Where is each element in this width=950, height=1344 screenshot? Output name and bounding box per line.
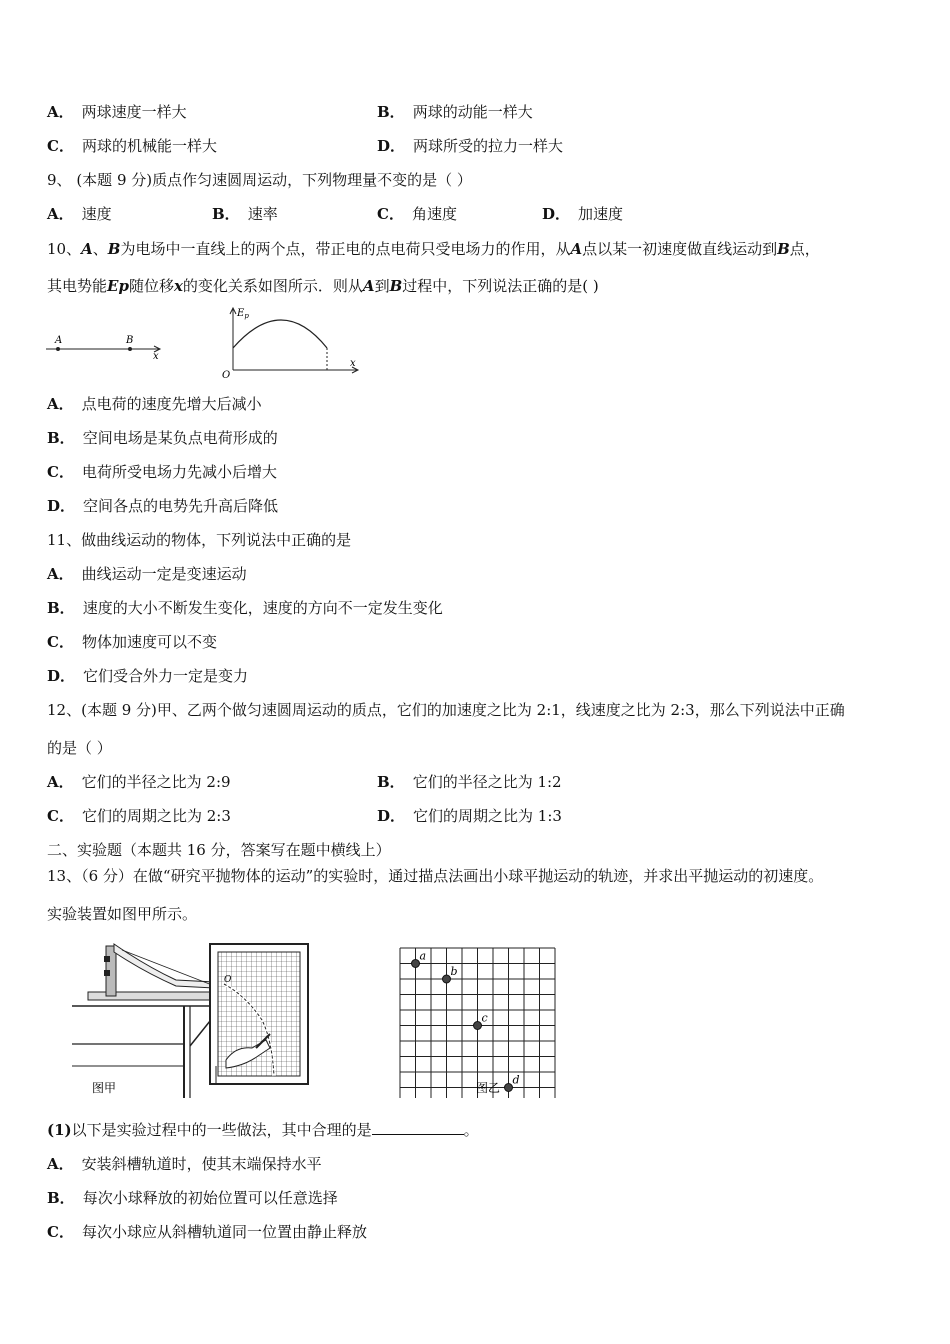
option-label: D． [377, 807, 406, 825]
point-d [505, 1084, 513, 1092]
question-number: 11、 [47, 531, 82, 549]
figure-jia [66, 936, 326, 1098]
option-label: A． [47, 773, 74, 791]
grid [400, 948, 555, 1098]
q10-option-a[interactable] [47, 394, 262, 414]
question-text: 为电场中一直线上的两个点，带正电的点电荷只受电场力的作用，从 [120, 240, 571, 258]
q12-option-b[interactable] [377, 772, 562, 792]
q10-option-b[interactable] [47, 428, 278, 448]
question-text: 点， [789, 240, 820, 258]
option-text: 它们的周期之比为 1:3 [413, 807, 562, 825]
point-a-label: A [570, 240, 583, 258]
x-symbol: x [173, 277, 183, 295]
x-axis-label: x [153, 351, 159, 362]
q13-sub1 [47, 1120, 479, 1140]
option-text: 两球所受的拉力一样大 [413, 137, 564, 155]
question-number: 10、 [47, 240, 82, 258]
q10-option-d[interactable] [47, 496, 278, 516]
point-c [474, 1022, 482, 1030]
q13-option-c[interactable] [47, 1222, 367, 1242]
option-text: 电荷所受电场力先减小后增大 [81, 463, 277, 481]
punctuation: 。 [463, 1121, 479, 1139]
point-a [56, 347, 60, 351]
q10-stem-line2 [47, 276, 599, 296]
option-text: 它们受合外力一定是变力 [83, 667, 249, 685]
question-text: 的变化关系如图所示．则从 [182, 277, 363, 295]
figure-caption: 图乙 [476, 1081, 501, 1095]
q10-figure [40, 304, 370, 384]
option-text: 曲线运动一定是变速运动 [81, 565, 247, 583]
x-axis-label: x [350, 358, 356, 369]
option-text: 它们的半径之比为 2:9 [81, 773, 231, 791]
point-label-d: d [512, 1073, 520, 1087]
option-label: B． [47, 599, 75, 617]
section-heading: 二、实验题（本题共 16 分，答案写在题中横线上） [47, 841, 391, 859]
ep-subscript: p [244, 312, 249, 320]
option-text: 速度 [81, 205, 112, 223]
q13-stem-line1 [47, 866, 823, 886]
question-text: 以下是实验过程中的一些做法，其中合理的是 [71, 1121, 372, 1139]
q8-option-d[interactable] [377, 136, 563, 156]
q9-option-d[interactable] [542, 204, 623, 224]
origin-label: O [222, 370, 231, 381]
figure-caption: 图甲 [92, 1081, 117, 1095]
option-text: 它们的半径之比为 1:2 [412, 773, 562, 791]
q11-option-d[interactable] [47, 666, 248, 686]
q11-stem [47, 530, 351, 550]
q9-stem [47, 170, 472, 190]
option-label: C． [47, 463, 74, 481]
q12-option-c[interactable] [47, 806, 231, 826]
option-text: 加速度 [578, 205, 624, 223]
question-text: (本题 9 分)质点作匀速圆周运动，下列物理量不变的是（ ） [76, 171, 472, 189]
point-label-a: a [419, 949, 427, 963]
q9-option-c[interactable] [377, 204, 457, 224]
question-text: (本题 9 分)甲、乙两个做匀速圆周运动的质点，它们的加速度之比为 2:1，线速度之比为 2:3，那么下列说法中正确 [81, 701, 845, 719]
option-label: B． [377, 103, 405, 121]
point-b [443, 975, 451, 983]
sub-number: (1) [47, 1121, 72, 1139]
question-text: 其电势能 [47, 277, 108, 295]
question-text: （6 分）在做“研究平抛物体的运动”的实验时，通过描点法画出小球平抛运动的轨迹，并求出平抛运动的初速度。 [81, 867, 824, 885]
separator: 、 [92, 240, 108, 258]
option-text: 两球速度一样大 [81, 103, 187, 121]
option-label: A． [47, 395, 74, 413]
option-label: B． [47, 1189, 75, 1207]
point-a-label: A [81, 240, 93, 258]
ep-x-graph [222, 308, 358, 381]
question-text: 的是（ ） [47, 739, 112, 757]
question-text: 随位移 [128, 277, 174, 295]
point-b-label: B [389, 277, 403, 295]
question-number: 12、 [47, 701, 82, 719]
q8-option-b[interactable] [377, 102, 533, 122]
q13-option-b[interactable] [47, 1188, 338, 1208]
option-text: 点电荷的速度先增大后减小 [81, 395, 262, 413]
question-text: 到 [374, 277, 390, 295]
q9-option-a[interactable] [47, 204, 112, 224]
option-label: C． [47, 1223, 74, 1241]
answer-blank[interactable] [372, 1120, 464, 1135]
q8-option-c[interactable] [47, 136, 217, 156]
option-text: 两球的动能一样大 [412, 103, 533, 121]
option-text: 速度的大小不断发生变化，速度的方向不一定发生变化 [82, 599, 443, 617]
stand-clamp [104, 956, 110, 962]
figure-yi [392, 936, 567, 1098]
option-text: 空间电场是某负点电荷形成的 [82, 429, 278, 447]
q12-stem-line2 [47, 738, 112, 758]
option-text: 两球的机械能一样大 [81, 137, 217, 155]
q12-option-d[interactable] [377, 806, 562, 826]
option-text: 物体加速度可以不变 [81, 633, 217, 651]
point-b-label: B [126, 335, 134, 346]
option-label: B． [47, 429, 75, 447]
point-b-label: B [107, 240, 121, 258]
line-ab-diagram [46, 335, 160, 362]
point-label-c: c [481, 1011, 488, 1025]
option-label: A． [47, 1155, 74, 1173]
q11-option-b[interactable] [47, 598, 443, 618]
q8-option-a[interactable] [47, 102, 187, 122]
option-text: 角速度 [411, 205, 457, 223]
question-number: 9、 [47, 171, 72, 189]
ep-symbol: Ep [107, 277, 129, 295]
point-b [128, 347, 132, 351]
option-text: 每次小球应从斜槽轨道同一位置由静止释放 [81, 1223, 367, 1241]
q10-option-c[interactable] [47, 462, 277, 482]
option-label: B． [377, 773, 405, 791]
point-a-label: A [55, 335, 63, 346]
y-axis-label [236, 308, 249, 320]
option-label: C． [377, 205, 404, 223]
option-label: A． [47, 205, 74, 223]
option-text: 速率 [247, 205, 278, 223]
q11-option-a[interactable] [47, 564, 247, 584]
q12-option-a[interactable] [47, 772, 231, 792]
option-label: B． [212, 205, 240, 223]
q13-option-a[interactable] [47, 1154, 322, 1174]
option-text: 空间各点的电势先升高后降低 [83, 497, 279, 515]
option-label: C． [47, 807, 74, 825]
question-text: 过程中，下列说法正确的是( ) [402, 277, 599, 295]
q12-stem-line1 [47, 700, 845, 720]
question-text: 实验装置如图甲所示。 [47, 905, 198, 923]
option-label: C． [47, 137, 74, 155]
option-label: D． [377, 137, 406, 155]
stand-clamp [104, 970, 110, 976]
question-number: 13、 [47, 867, 82, 885]
question-text: 点以某一初速度做直线运动到 [582, 240, 778, 258]
q11-option-c[interactable] [47, 632, 217, 652]
ep-main: E [237, 308, 245, 319]
origin-label: O [224, 975, 232, 985]
option-label: D． [542, 205, 571, 223]
option-text: 每次小球释放的初始位置可以任意选择 [82, 1189, 338, 1207]
point-label-b: b [450, 965, 458, 978]
option-text: 安装斜槽轨道时，使其末端保持水平 [81, 1155, 322, 1173]
q9-option-b[interactable] [212, 204, 278, 224]
option-label: D． [47, 497, 76, 515]
question-text: 做曲线运动的物体，下列说法中正确的是 [81, 531, 352, 549]
point-a-label: A [362, 277, 375, 295]
q10-stem-line1 [47, 239, 820, 259]
point-a [412, 960, 420, 968]
option-text: 它们的周期之比为 2:3 [81, 807, 231, 825]
option-label: A． [47, 103, 74, 121]
option-label: D． [47, 667, 76, 685]
option-label: C． [47, 633, 74, 651]
point-b-label: B [777, 240, 790, 258]
q13-stem-line2 [47, 904, 197, 924]
option-label: A． [47, 565, 74, 583]
ep-curve [233, 320, 327, 348]
